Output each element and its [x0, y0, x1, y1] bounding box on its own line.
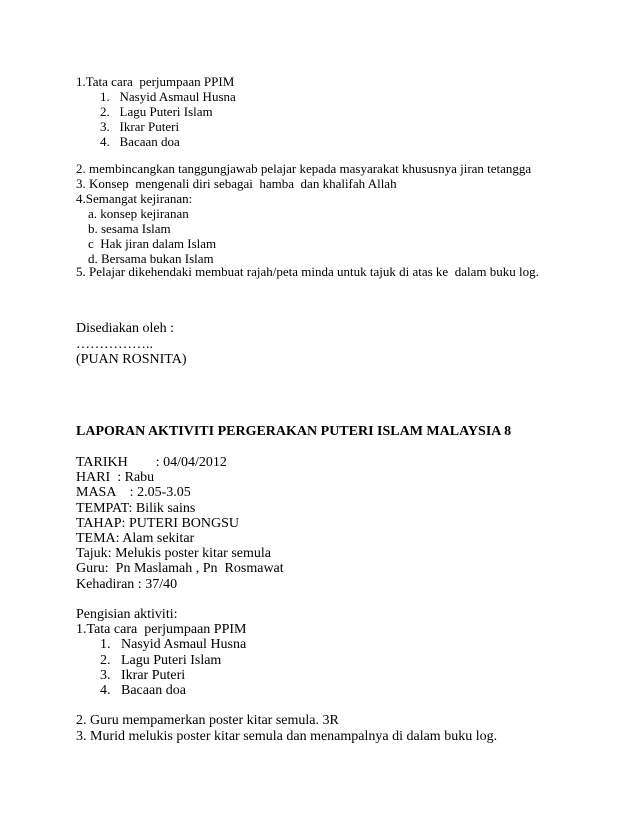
report-point-2: 2. Guru mempamerkan poster kitar semula. 3R: [76, 713, 339, 728]
agenda-item: 2. Lagu Puteri Islam: [100, 104, 213, 119]
agenda-heading: 1.Tata cara perjumpaan PPIM: [76, 74, 235, 89]
report-agenda-item: 4. Bacaan doa: [100, 683, 186, 698]
point-3: 3. Konsep mengenali diri sebagai hamba dan khalifah Allah: [76, 176, 397, 191]
point-4: 4.Semangat kejiranan:: [76, 191, 193, 206]
report-agenda-item: 1. Nasyid Asmaul Husna: [100, 637, 247, 652]
report-field-tajuk: Tajuk: Melukis poster kitar semula: [76, 546, 271, 561]
report-field-hari: HARI : Rabu: [76, 470, 155, 485]
report-field-tahap: TAHAP: PUTERI BONGSU: [76, 516, 240, 531]
pengisian-label: Pengisian aktiviti:: [76, 607, 178, 622]
prepared-by-label: Disediakan oleh :: [76, 321, 174, 336]
report-agenda-item: 2. Lagu Puteri Islam: [100, 653, 222, 668]
point-2-tail: nya jiran tetangga: [438, 161, 532, 176]
report-field-kehadiran: Kehadiran : 37/40: [76, 577, 178, 592]
agenda-item: 4. Bacaan doa: [100, 134, 180, 149]
report-field-tempat: TEMPAT: Bilik sains: [76, 501, 196, 516]
agenda-item: 1. Nasyid Asmaul Husna: [100, 89, 236, 104]
signatory-name: (PUAN ROSNITA): [76, 352, 187, 367]
sub-item: b. sesama Islam: [88, 221, 171, 236]
report-agenda-heading: 1.Tata cara perjumpaan PPIM: [76, 622, 247, 637]
report-agenda-item: 3. Ikrar Puteri: [100, 668, 186, 683]
report-field-tarikh: TARIKH : 04/04/2012: [76, 455, 227, 470]
signature-dots: ……………..: [76, 337, 153, 352]
report-field-guru: Guru: Pn Maslamah , Pn Rosmawat: [76, 561, 284, 576]
point-5: 5. Pelajar dikehendaki membuat rajah/peta minda untuk tajuk di atas ke dalam buku log.: [76, 264, 539, 279]
sub-item: c Hak jiran dalam Islam: [88, 236, 217, 251]
agenda-item: 3. Ikrar Puteri: [100, 119, 180, 134]
sub-item: a. konsep kejiranan: [88, 206, 189, 221]
report-title: LAPORAN AKTIVITI PERGERAKAN PUTERI ISLAM MALAYSIA 8: [76, 424, 512, 439]
point-2: [76, 162, 531, 175]
report-field-tema: TEMA: Alam sekitar: [76, 531, 195, 546]
report-field-masa: MASA : 2.05-3.05: [76, 485, 191, 500]
report-point-3: 3. Murid melukis poster kitar semula dan menampalnya di dalam buku log.: [76, 729, 498, 744]
point-2-text: 2. membincangkan tanggungjawab pelajar kepada masyarakat khusus: [76, 161, 439, 176]
sub-item: d. Bersama bukan Islam: [88, 251, 214, 266]
